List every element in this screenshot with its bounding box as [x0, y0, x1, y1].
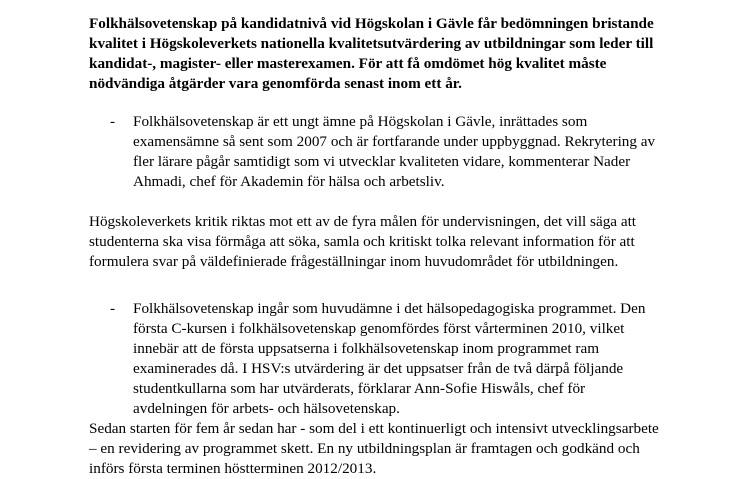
lead-line: kvalitet i Högskoleverkets nationella kvalitetsutvärdering av utbildningar som leder till	[89, 35, 654, 52]
lead-line: kandidat-, magister- eller masterexamen. För att få omdömet hög kvalitet måste	[89, 55, 607, 72]
quote-ahmadi	[89, 112, 699, 192]
body-paragraph-development	[89, 419, 699, 477]
quote-dash: -	[110, 113, 116, 130]
quote-line: fler lärare pågår samtidigt som vi utvecklar kvaliteten vidare, kommenterar Nader	[133, 153, 631, 170]
quote-line: examinerades då. I HSV:s utvärdering är det uppsatser från de två därpå följande	[133, 360, 624, 377]
body-line: Högskoleverkets kritik riktas mot ett av de fyra målen för undervisningen, det vill säga att	[89, 213, 637, 230]
body-line: – en revidering av programmet skett. En ny utbildningsplan är framtagen och godkänd och	[89, 440, 640, 457]
body-line: studenterna ska visa förmåga att söka, samla och kritiskt tolka relevant information för att	[89, 233, 635, 250]
quote-dash: -	[110, 300, 116, 317]
body-line-cut: införs första terminen höstterminen 2012/2013.	[89, 460, 377, 477]
quote-line: studentkullarna som har utvärderats, förklarar Ann-Sofie Hiswåls, chef för	[133, 380, 586, 397]
body-line: Sedan starten för fem år sedan har - som del i ett kontinuerligt och intensivt utvecklingsarbete	[89, 420, 659, 437]
quote-hiswals	[89, 299, 699, 419]
quote-line: Folkhälsovetenskap ingår som huvudämne i det hälsopedagogiska programmet. Den	[133, 300, 646, 317]
quote-line: avdelningen för arbets- och hälsovetenskap.	[133, 400, 400, 417]
quote-line: Ahmadi, chef för Akademin för hälsa och arbetsliv.	[133, 173, 445, 190]
lead-line: nödvändiga åtgärder vara genomförda senast inom ett år.	[89, 75, 462, 92]
document-page	[89, 14, 699, 477]
body-line: formulera svar på väldefinierade frågeställningar inom huvudområdet för utbildningen.	[89, 253, 619, 270]
lead-line: Folkhälsovetenskap på kandidatnivå vid Högskolan i Gävle får bedömningen bristande	[89, 15, 654, 32]
quote-line: innebär att de första uppsatserna i folkhälsovetenskap inom programmet ram	[133, 340, 600, 357]
quote-line: examensämne så sent som 2007 och är fortfarande under uppbyggnad. Rekrytering av	[133, 133, 656, 150]
quote-line: första C-kursen i folkhälsovetenskap genomfördes först vårterminen 2010, vilket	[133, 320, 625, 337]
body-paragraph-criticism	[89, 212, 699, 272]
quote-line: Folkhälsovetenskap är ett ungt ämne på Högskolan i Gävle, inrättades som	[133, 113, 588, 130]
lead-paragraph	[89, 14, 699, 94]
